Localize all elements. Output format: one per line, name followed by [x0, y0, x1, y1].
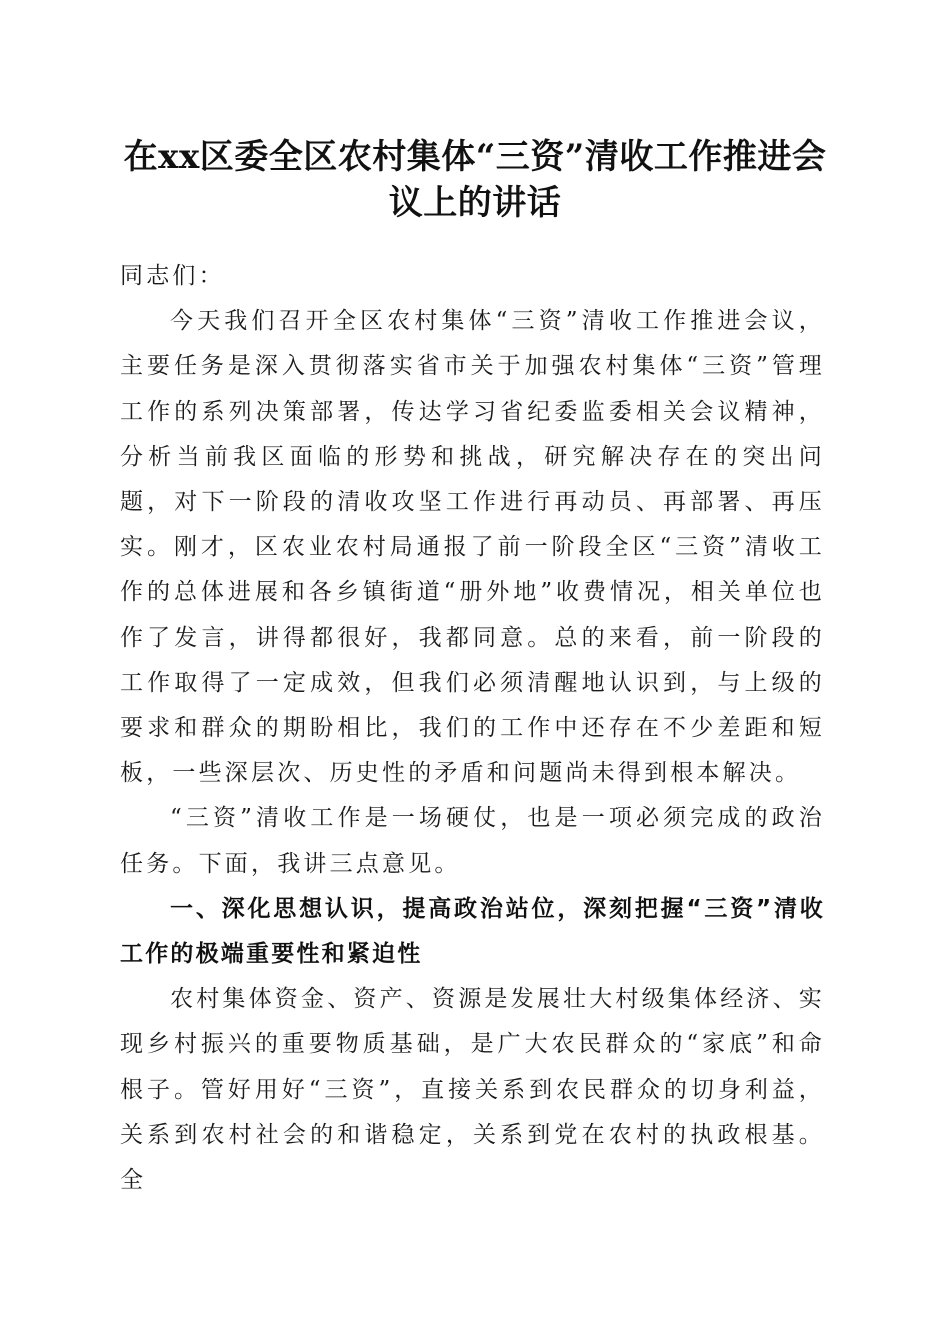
salutation: 同志们： [120, 263, 225, 289]
section-heading-1: 一、深化思想认识，提高政治站位，深刻把握“三资”清收工作的极端重要性和紧迫性 [120, 895, 825, 968]
paragraph-intro: 今天我们召开全区农村集体“三资”清收工作推进会议，主要任务是深入贯彻落实省市关于加强农村集体“三资”管理工作的系列决策部署，传达学习省纪委监委相关会议精神，分析当前我区面临的形势和挑战，研究解决存在的突出问题，对下一阶段的清收攻坚工作进行再动员、再部署、再压实。刚才，区农业农村局通报了前一阶段全区“三资”清收工作的总体进展和各乡镇街道“册外地”收费情况，相关单位也作了发言，讲得都很好，我都同意。总的来看，前一阶段的工作取得了一定成效，但我们必须清醒地认识到，与上级的要求和群众的期盼相比，我们的工作中还存在不少差距和短板，一些深层次、历史性的矛盾和问题尚未得到根本解决。 [120, 308, 825, 787]
document-title: 在xx区委全区农村集体“三资”清收工作推进会议上的讲话 [123, 137, 827, 223]
paragraph-transition: “三资”清收工作是一场硬仗，也是一项必须完成的政治任务。下面，我讲三点意见。 [120, 805, 825, 877]
document-body [120, 254, 825, 1203]
section-paragraph-1: 农村集体资金、资产、资源是发展壮大村级集体经济、实现乡村振兴的重要物质基础，是广大农民群众的“家底”和命根子。管好用好“三资”，直接关系到农民群众的切身利益，关系到农村社会的和谐稳定，关系到党在农村的执政根基。全 [120, 986, 825, 1194]
